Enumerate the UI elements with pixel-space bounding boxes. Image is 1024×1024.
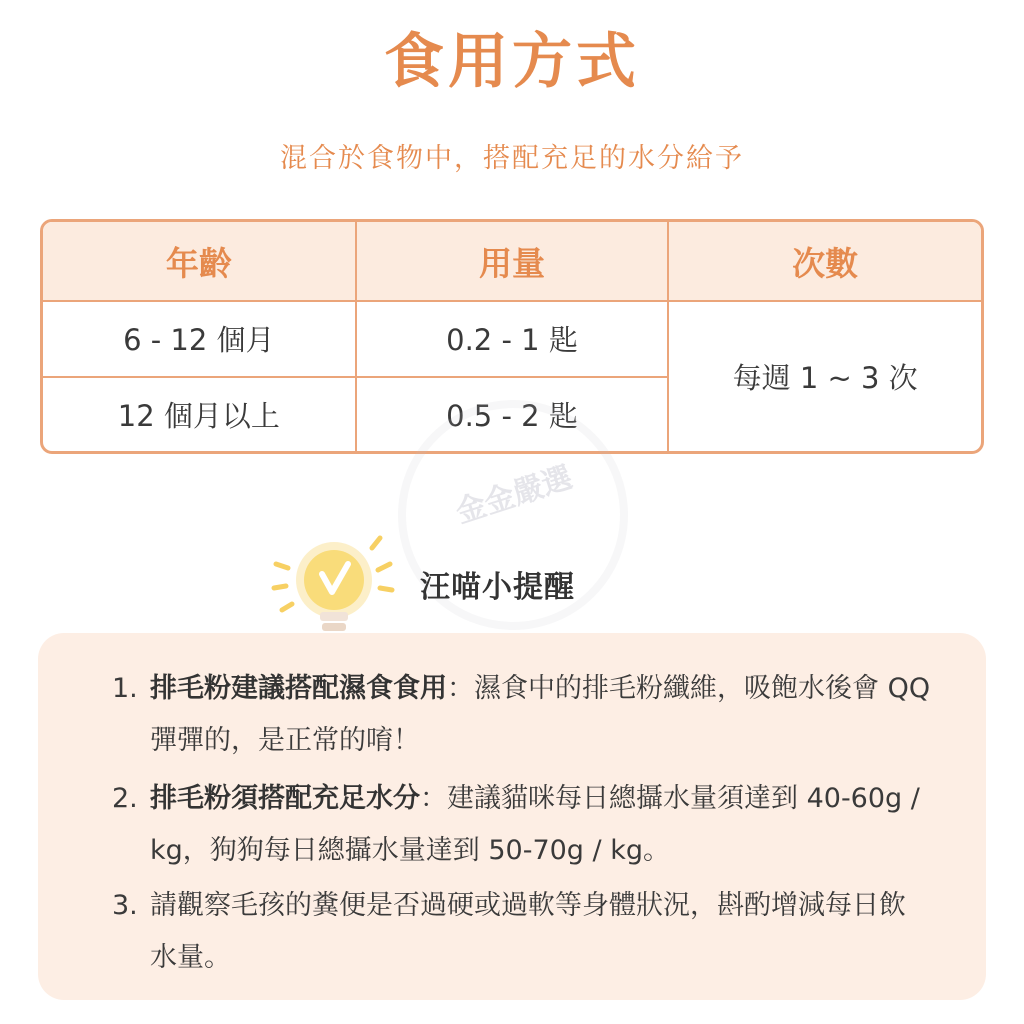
tip-item bbox=[112, 773, 932, 877]
cell-age: 6 - 12 個月 bbox=[43, 301, 356, 377]
tip-number: 2. bbox=[112, 783, 138, 814]
header-amount: 用量 bbox=[356, 222, 669, 301]
page-subtitle: 混合於食物中，搭配充足的水分給予 bbox=[280, 143, 744, 174]
tip-bold: 排毛粉須搭配充足水分 bbox=[150, 783, 420, 814]
tip-bold: 排毛粉建議搭配濕食食用 bbox=[150, 673, 447, 704]
tip-text: ：濕食中的排毛粉纖維，吸飽水後會 QQ 彈彈的，是正常的唷！ bbox=[150, 673, 931, 756]
tip-body bbox=[150, 663, 932, 767]
tip-item bbox=[112, 663, 932, 767]
cell-frequency: 每週 1 ~ 3 次 bbox=[732, 361, 918, 395]
tip-body bbox=[150, 773, 932, 877]
tips-title: 汪喵小提醒 bbox=[420, 570, 575, 605]
tip-body bbox=[150, 880, 932, 984]
header-age: 年齡 bbox=[43, 222, 356, 301]
lightbulb-check-icon bbox=[268, 530, 398, 645]
table-row bbox=[43, 301, 981, 377]
tip-number: 1. bbox=[112, 673, 138, 704]
cell-age: 12 個月以上 bbox=[43, 377, 356, 451]
tip-text: 請觀察毛孩的糞便是否過硬或過軟等身體狀況，斟酌增減每日飲水量。 bbox=[150, 890, 906, 973]
watermark-text: 金金嚴選 bbox=[451, 460, 577, 531]
header-frequency: 次數 bbox=[668, 222, 981, 301]
cell-amount: 0.5 - 2 匙 bbox=[356, 377, 669, 451]
page-title: 食用方式 bbox=[384, 27, 640, 97]
cell-amount: 0.2 - 1 匙 bbox=[356, 301, 669, 377]
tip-text: ：建議貓咪每日總攝水量須達到 40-60g / kg，狗狗每日總攝水量達到 50-70g / kg。 bbox=[150, 783, 920, 866]
tip-number: 3. bbox=[112, 890, 138, 921]
tip-item bbox=[112, 880, 932, 984]
table-header-row bbox=[43, 222, 981, 301]
